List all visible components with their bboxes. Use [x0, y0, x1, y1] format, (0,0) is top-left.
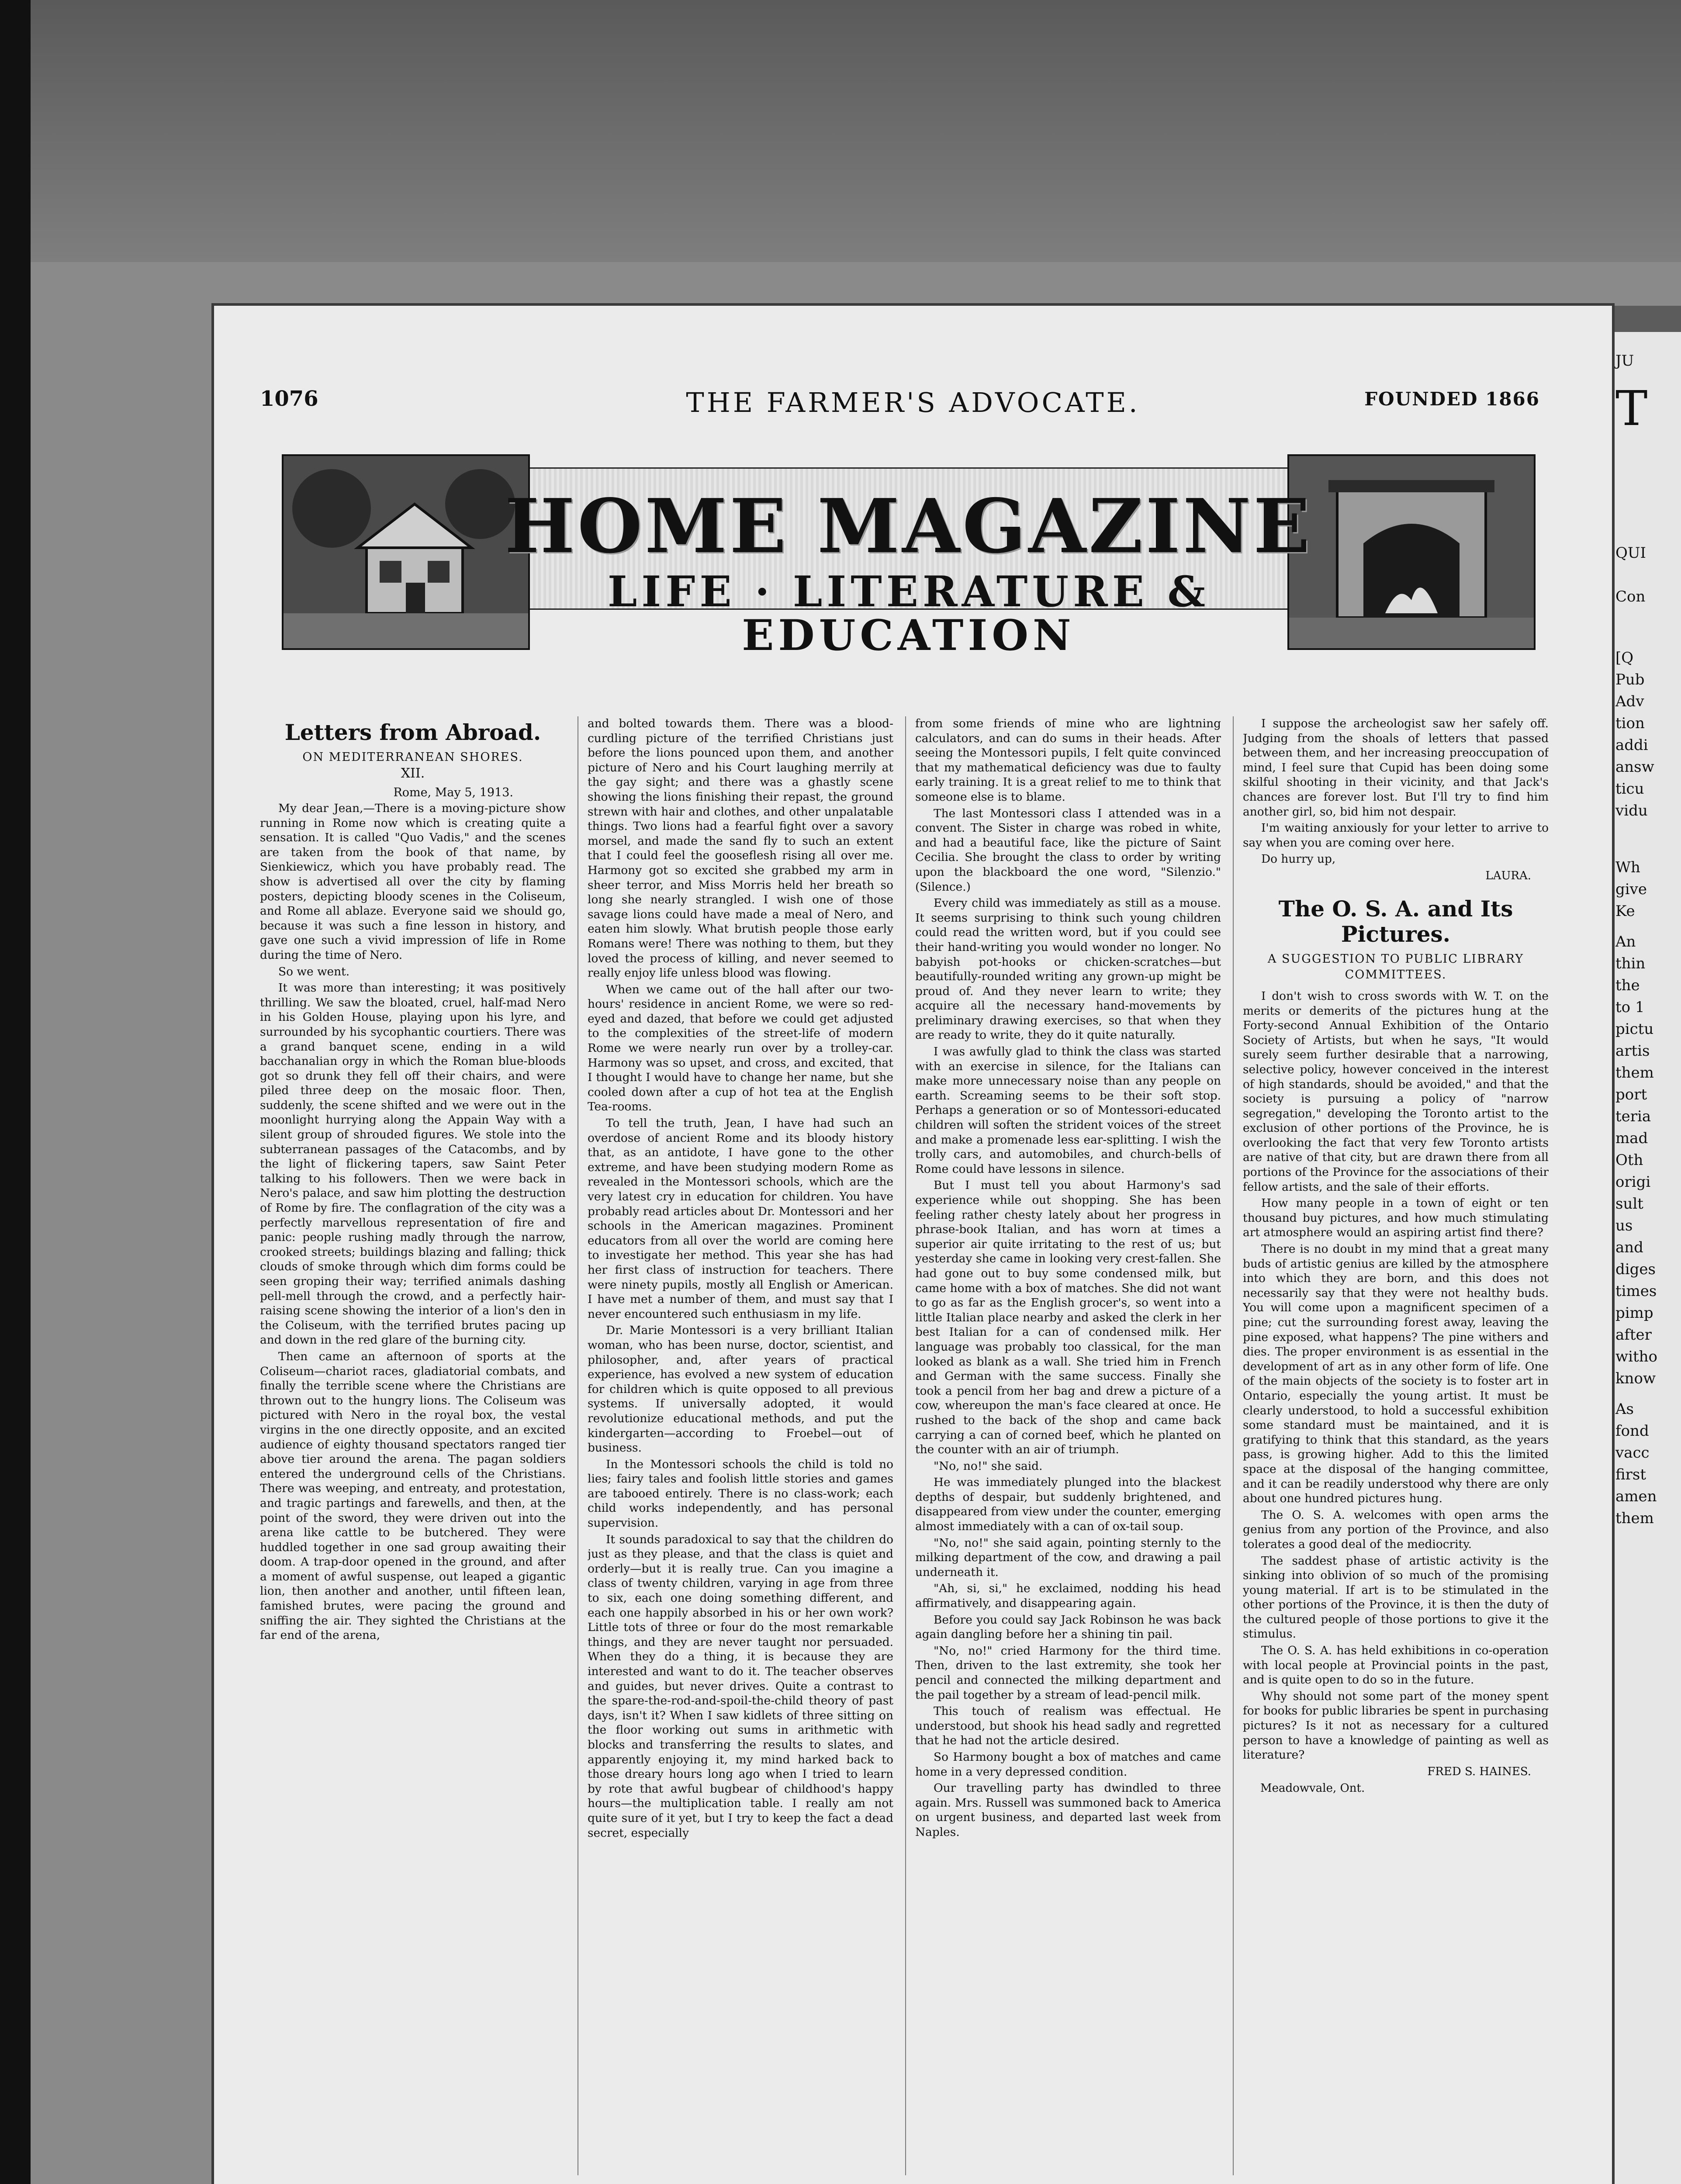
next-page-fragment: T: [1615, 380, 1648, 436]
next-page-fragment: Ke: [1615, 902, 1635, 920]
next-page-fragment: Adv: [1615, 693, 1644, 710]
next-page-fragment: vacc: [1615, 1444, 1650, 1462]
article-subtitle: A SUGGESTION TO PUBLIC LIBRARY COMMITTEES.: [1267, 952, 1524, 981]
paragraph: There is no doubt in my mind that a great many buds of artistic genius are killed by the atmosphere into which they are born, and this does not necessarily say that they were not healthy buds. You will come upon a magnificent specimen of a pine; cut the surrounding forest away, leaving the pine exposed, what happens? The pine withers and dies. The proper environment is as essential in the development of art as in any other form of life. One of the main objects of the society is to foster art in Ontario, especially the young artist. It must be clearly understood, to hold a successful exhibition some standard must be maintained, and it is gratifying to think that this standard, as the years pass, is growing higher. Add to this the limited space at the disposal of the hanging committee, and it can be readily understood why there are only about one hundred pictures hung.: [1243, 1242, 1549, 1506]
next-page-fragment: vidu: [1615, 802, 1648, 819]
banner-title: HOME MAGAZINE: [505, 483, 1313, 570]
next-page-fragment: teria: [1615, 1108, 1651, 1125]
next-page-fragment: An: [1615, 933, 1636, 950]
paragraph: So Harmony bought a box of matches and came home in a very depressed condition.: [915, 1750, 1221, 1779]
next-page-fragment: thin: [1615, 955, 1646, 972]
next-page-fragment: pimp: [1615, 1304, 1653, 1322]
next-page-fragment: sult: [1615, 1195, 1643, 1213]
next-page-fragment: the: [1615, 977, 1640, 994]
banner-subtitle: LIFE · LITERATURE &: [607, 567, 1210, 616]
paragraph: I suppose the archeologist saw her safely off. Judging from the shoals of letters that passed between them, and her increasing preoccupation of mind, I feel sure that Cupid has been doing some skilful shooting in their vicinity, and that Jack's chances are forever lost. But I'll try to find him another girl, so, bid him not despair.: [1243, 717, 1549, 819]
next-page-fragment: know: [1615, 1370, 1656, 1387]
paragraph: The O. S. A. has held exhibitions in co-operation with local people at Provincial points in the past, and is quite open to do so in the future.: [1243, 1644, 1549, 1687]
next-page-fragment: them: [1615, 1510, 1654, 1527]
next-page-fragment: us: [1615, 1217, 1633, 1234]
paragraph: I was awfully glad to think the class was started with an exercise in silence, for the Italians can make more unnecessary noise than any people on earth. Screaming seems to be their soft stop. Perhaps a generation or so of Montessori-educated children will soften the strident voices of the street and make a promenade less ear-splitting. I wish the trolly cars, and automobiles, and church-bells of Rome could have lessons in silence.: [915, 1045, 1221, 1176]
signoff: LAURA.: [1485, 869, 1531, 882]
paragraph: My dear Jean,—There is a moving-picture show running in Rome now which is creating quite a sensation. It is called "Quo Vadis," and the scenes are taken from the book of that name, by Sienkiewicz, which you have probably read. The show is advertised all over the city by flaming posters, depicting bloody scenes in the Coliseum, and Rome all ablaze. Everyone said we should go, because it was such a fine lesson in history, and gave one such a vivid impression of life in Rome during the time of Nero.: [260, 802, 566, 962]
paragraph: This touch of realism was effectual. He understood, but shook his head sadly and regretted that he had not the article desired.: [915, 1704, 1221, 1748]
paragraph: It was more than interesting; it was positively thrilling. We saw the bloated, cruel, half-mad Nero in his Golden House, playing upon his lyre, and surrounded by his sycophantic courtiers. There was a grand banquet scene, ending in a wild bacchanalian orgy in which the Roman blue-bloods got so drunk they fell off their chairs, and were piled three deep on the mosaic floor. Then, suddenly, the scene shifted and we were out in the moonlight hurrying along the Appain Way with a silent group of shrouded figures. We stole into the subterranean passages of the Catacombs, and by the light of flickering tapers, saw Saint Peter talking to his followers. Then we were back in Nero's palace, and saw him plotting the destruction of Rome by fire. The conflagration of the city was a perfectly marvellous representation of fire and panic: people rushing madly through the narrow, crooked streets; buildings blazing and falling; thick clouds of smoke through which dim forms could be seen groping their way; terrified animals dashing pell-mell through the crowd, and a perfectly hair-raising scene showing the interior of a lion's den in the Coliseum, with the terrified brutes pacing up and down in the red glare of the burning city.: [260, 981, 566, 1347]
next-page-fragment: fond: [1615, 1422, 1649, 1440]
banner-subtitle: EDUCATION: [742, 611, 1076, 660]
next-page-edge: [1612, 332, 1681, 2184]
column-rule: [905, 716, 906, 2175]
next-page-fragment: addi: [1615, 736, 1648, 754]
paragraph: Our travelling party has dwindled to three again. Mrs. Russell was summoned back to America on urgent business, and departed last week from Naples.: [915, 1781, 1221, 1839]
next-page-fragment: ticu: [1615, 780, 1644, 798]
paragraph: The O. S. A. welcomes with open arms the genius from any portion of the Province, and also tolerates a good deal of the mediocrity.: [1243, 1508, 1549, 1551]
next-page-fragment: after: [1615, 1326, 1652, 1344]
running-head: [214, 387, 1612, 422]
next-page-fragment: to 1: [1615, 999, 1645, 1016]
next-page-fragment: artis: [1615, 1042, 1650, 1060]
paragraph: I don't wish to cross swords with W. T. on the merits or demerits of the pictures hung at the Forty-second Annual Exhibition of the Ontario Society of Artists, but when he says, "It would surely seem further desirable that a narrowing, selective policy, however conceived in the interest of high standards, should be avoided," and that the society is pursuing a policy of "narrow segregation," developing the Toronto artist to the exclusion of other portions of the Province, he is overlooking the fact that very few Toronto artists are native of that city, but are drawn there from all portions of the Province for the associations of their fellow artists, and the sale of their efforts.: [1243, 989, 1549, 1194]
article-subtitle: ON MEDITERRANEAN SHORES.: [302, 750, 523, 764]
paragraph: It sounds paradoxical to say that the children do just as they please, and that the class is quiet and orderly—but it is really true. Can you imagine a class of twenty children, varying in age from three to six, each one doing something different, and each one happily absorbed in his or her own work? Little tots of three or four do the most remarkable things, and they are never taught nor persuaded. When they do a thing, it is because they are interested and want to do it. The teacher observes and guides, but never drives. Quite a contrast to the spare-the-rod-and-spoil-the-child theory of past days, isn't it? When I saw kidlets of three sitting on the floor working out sums in arithmetic with blocks and transferring the results to slates, and apparently enjoying it, my mind harked back to those dreary hours long ago when I tried to learn by rote that awful bugbear of childhood's happy hours—the multiplication table. I really am not quite sure of it yet, but I try to keep the fact a dead secret, especially: [588, 1532, 893, 1840]
paragraph: Every child was immediately as still as a mouse. It seems surprising to think such young children could read the written word, but if you could see their hand-writing you would wonder no longer. No babyish pot-hooks or chicken-scratches—but beautifully-rounded writing any grown-up might be proud of. And they never learn to write; they acquire all the necessary hand-movements by preliminary drawing exercises, so that when they are ready to write, they do it quite naturally.: [915, 896, 1221, 1042]
article-title: Letters from Abroad.: [284, 719, 541, 745]
page-number: 1076: [260, 387, 318, 411]
next-page-fragment: Con: [1615, 588, 1646, 605]
paragraph: Why should not some part of the money spent for books for public libraries be spent in purchasing pictures? Is it not as necessary for a cultured person to have a knowledge of painting as well as literature?: [1243, 1689, 1549, 1762]
column-rule: [1233, 716, 1234, 2175]
paragraph: He was immediately plunged into the blackest depths of despair, but suddenly brightened, and disappeared from view under the counter, emerging almost immediately with a can of ox-tail soup.: [915, 1476, 1221, 1534]
paragraph: In the Montessori schools the child is told no lies; fairy tales and foolish little stories and games are tabooed entirely. There is no class-work; each child works independently, and has personal supervision.: [588, 1457, 893, 1530]
text-column: [1243, 716, 1549, 2180]
paragraph: "Ah, si, si," he exclaimed, nodding his head affirmatively, and disappearing again.: [915, 1582, 1221, 1610]
next-page-fragment: As: [1615, 1400, 1634, 1418]
film-border-left: [0, 0, 31, 2184]
next-page-fragment: times: [1615, 1282, 1657, 1300]
next-page-fragment: give: [1615, 881, 1647, 898]
film-border-top: [31, 0, 1681, 262]
paragraph: The saddest phase of artistic activity is the sinking into oblivion of so much of the promising young material. If art is to be stimulated in the other portions of the Province, it is then the duty of the cultured people of those portions to give it the stimulus.: [1243, 1554, 1549, 1641]
paragraph: "No, no!" she said again, pointing sternly to the milking department of the cow, and drawing a pail underneath it.: [915, 1536, 1221, 1579]
next-page-fragment: tion: [1615, 715, 1645, 732]
author-signature: FRED S. HAINES.: [1427, 1765, 1531, 1778]
paragraph: Before you could say Jack Robinson he was back again dangling before her a shining tin pail.: [915, 1613, 1221, 1641]
text-column: [588, 716, 893, 2180]
paragraph: Do hurry up,: [1261, 852, 1336, 866]
next-page-fragment: Wh: [1615, 859, 1640, 876]
next-page-fragment: witho: [1615, 1348, 1658, 1365]
author-location: Meadowvale, Ont.: [1260, 1781, 1365, 1795]
next-page-fragment: diges: [1615, 1261, 1656, 1278]
paragraph: So we went.: [278, 964, 350, 978]
paragraph: and bolted towards them. There was a blood-curdling picture of the terrified Christians just before the lions pounced upon them, and another picture of Nero and his Court laughing merrily at the gay sight; and there was a ghastly scene showing the lions finishing their repast, the ground strewn with hair and clothes, and other unpalatable things. Two lions had a fearful fight over a savory morsel, and made the sand fly to such an extent that I could feel the gooseflesh rising all over me. Harmony got so excited she grabbed my arm in sheer terror, and Miss Morris held her breath so long she nearly strangled. I wish one of those savage lions could have made a meal of Nero, and eaten him slowly. What brutish people those early Romans were! There was nothing to them, but they loved the process of killing, and never seemed to really enjoy life unless blood was flowing.: [588, 717, 893, 980]
letter-number: XII.: [401, 766, 425, 781]
paragraph: To tell the truth, Jean, I have had such an overdose of ancient Rome and its bloody history that, as an antidote, I have gone to the other extreme, and have been studying modern Rome as revealed in the Montessori schools, which are the very latest cry in education for children. You have probably read articles about Dr. Montessori and her schools in the American magazines. Prominent educators from all over the world are coming here to investigate her method. This year she has had her first class of instruction for teachers. There were ninety pupils, mostly all English or American. I have met a number of them, and must say that I never encountered such enthusiasm in my life.: [588, 1116, 893, 1321]
next-page-fragment: first: [1615, 1466, 1646, 1483]
next-page-fragment: QUI: [1615, 544, 1646, 562]
paragraph: When we came out of the hall after our two-hours' residence in ancient Rome, we were so red-eyed and dazed, that before we could get adjusted to the complexities of the street-life of modern Rome we were nearly run over by a trolley-car. Harmony was so upset, and cross, and excited, that I thought I would have to change her name, but she cooled down after a cup of hot tea at the English Tea-rooms.: [588, 982, 893, 1114]
paragraph: How many people in a town of eight or ten thousand buy pictures, and how much stimulating art atmosphere would an aspiring artist find there?: [1243, 1196, 1549, 1240]
next-page-fragment: origi: [1615, 1173, 1651, 1191]
next-page-fragment: and: [1615, 1239, 1643, 1256]
paragraph: But I must tell you about Harmony's sad experience while out shopping. She has been feeling rather chesty lately about her progress in phrase-book Italian, and has worn at times a superior air quite irritating to the rest of us; but yesterday she came in looking very crest-fallen. She had gone out to buy some condensed milk, but came home with a box of matches. She did not want to go as far as the English grocer's, so went into a little Italian place nearby and asked the clerk in her best Italian for a can of condensed milk. Her language was probably too classical, for the man looked as blank as a wall. She tried him in French and German with the same success. Finally she took a pencil from her bag and drew a picture of a cow, whereupon the man's face cleared at once. He rushed to the back of the shop and came back carrying a can of corned beef, which he planted on the counter with an air of triumph.: [915, 1178, 1221, 1457]
newspaper-page: [214, 306, 1612, 2184]
next-page-fragment: pictu: [1615, 1020, 1654, 1038]
text-column: [915, 716, 1221, 2180]
next-page-fragment: [Q: [1615, 649, 1634, 667]
text-column: [260, 716, 566, 2180]
article-title: The O. S. A. and Its Pictures.: [1278, 895, 1513, 947]
paper-title: THE FARMER'S ADVOCATE.: [686, 387, 1140, 418]
paragraph: I'm waiting anxiously for your letter to arrive to say when you are coming over here.: [1243, 821, 1549, 850]
paragraph: Then came an afternoon of sports at the Coliseum—chariot races, gladiatorial combats, and finally the terrible scene where the Christians are thrown out to the hungry lions. The Coliseum was pictured with Nero in the royal box, the vestal virgins in the one directly opposite, and an excited audience of eighty thousand spectators ranged tier above tier around the arena. The pagan soldiers entered the underground cells of the Christians. There was weeping, and entreaty, and protestation, and tragic partings and farewells, and then, at the point of the sword, they were driven out into the arena like cattle to be butchered. They were huddled together in one sad group awaiting their doom. A trap-door opened in the ground, and after a moment of awful suspense, out leaped a gigantic lion, then another and another, until fifteen lean, famished brutes, were pacing the ground and sniffing the air. They sighted the Christians at the far end of the arena,: [260, 1349, 566, 1642]
paragraph: The last Montessori class I attended was in a convent. The Sister in charge was robed in white, and had a beautiful face, like the picture of Saint Cecilia. She brought the class to order by writing upon the blackboard the one word, "Silenzio." (Silence.): [915, 806, 1221, 894]
paragraph: Dr. Marie Montessori is a very brilliant Italian woman, who has been nurse, doctor, scientist, and philosopher, and, after years of practical experience, has evolved a new system of education for children which is quite opposed to all previous systems. If universally adopted, it would revolutionize educational methods, and put the kindergarten—according to Froebel—out of business.: [588, 1324, 893, 1455]
next-page-fragment: port: [1615, 1086, 1647, 1103]
founded-year: FOUNDED 1866: [1364, 388, 1540, 410]
dateline: Rome, May 5, 1913.: [393, 786, 513, 799]
next-page-fragment: Oth: [1615, 1151, 1643, 1169]
next-page-fragment: mad: [1615, 1130, 1648, 1147]
paragraph: "No, no!" cried Harmony for the third time. Then, driven to the last extremity, she took her pencil and connected the milking department and the pail together by a stream of lead-pencil milk.: [915, 1644, 1221, 1702]
paragraph: "No, no!" she said.: [934, 1459, 1043, 1473]
paragraph: from some friends of mine who are lightning calculators, and can do sums in their heads. After seeing the Montessori pupils, I felt quite convinced that my mathematical deficiency was due to faulty early training. It is a great relief to me to think that someone else is to blame.: [915, 717, 1221, 804]
next-page-fragment: them: [1615, 1064, 1654, 1082]
next-page-fragment: Pub: [1615, 671, 1645, 688]
next-page-fragment: answ: [1615, 758, 1654, 776]
next-page-fragment: JU: [1615, 352, 1634, 370]
home-magazine-banner: [282, 437, 1536, 673]
next-page-fragment: amen: [1615, 1488, 1657, 1505]
